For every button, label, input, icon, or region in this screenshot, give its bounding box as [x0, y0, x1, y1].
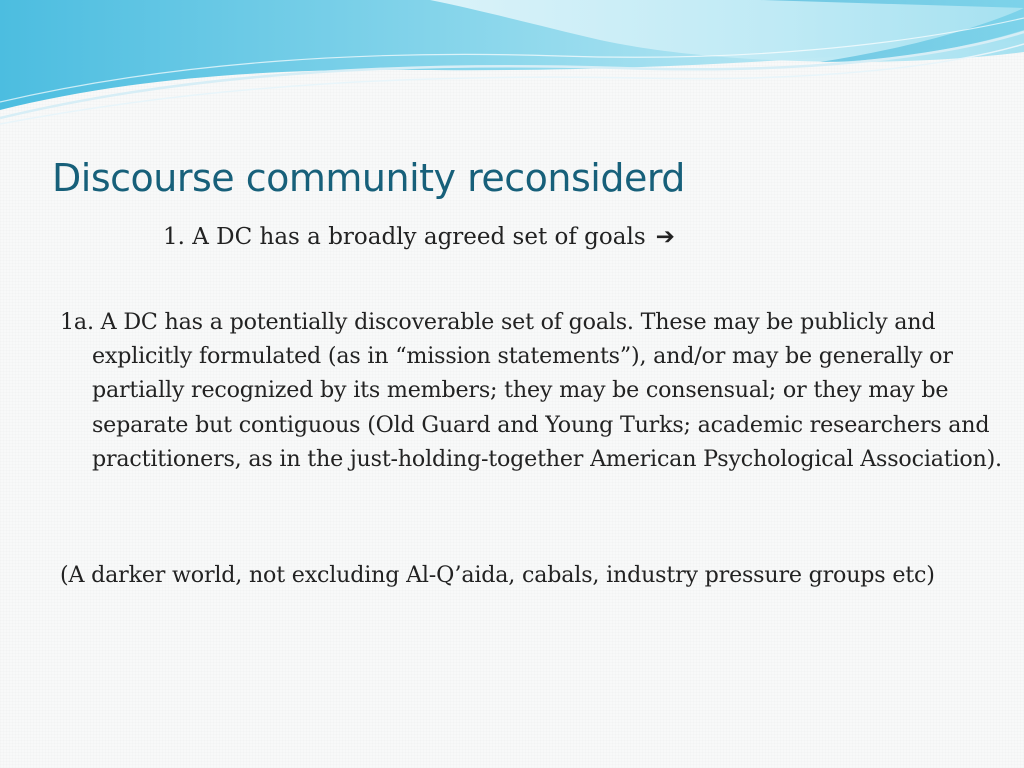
paragraph-darker-world: (A darker world, not excluding Al-Q’aida, cabals, industry pressure groups etc)	[60, 562, 935, 588]
paragraph-goals: 1a. A DC has a potentially discoverable set of goals. These may be publicly and explicitly formulated (as in “mission statements”), and/or may be generally or partially recognized by its members; they may be consensual; or they may be separate but contiguous (Old Guard and Young Turks; academic researchers and practitioners, as in the just-holding-together American Psychological Association).	[60, 309, 1002, 472]
arrow-right-icon: ➔	[655, 224, 675, 250]
subpoint-text: 1. A DC has a broadly agreed set of goals	[163, 224, 646, 250]
slide-title: Discourse community reconsiderd	[52, 156, 685, 200]
goals-subpoint	[163, 224, 675, 250]
header-wave-decoration	[0, 0, 1024, 130]
